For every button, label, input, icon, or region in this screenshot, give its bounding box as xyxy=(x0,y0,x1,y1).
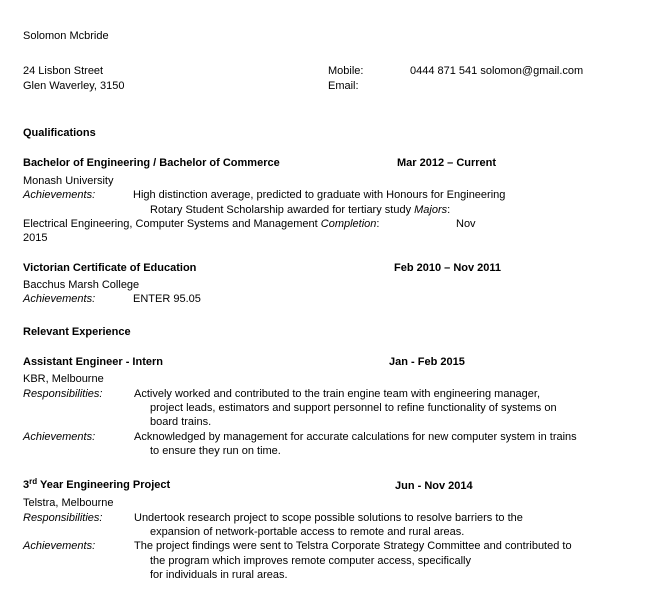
mobile-value: 0444 871 541 solomon@gmail.com xyxy=(410,65,584,77)
address-line-1: 24 Lisbon Street xyxy=(23,65,104,77)
qualification-dates: Feb 2010 – Nov 2011 xyxy=(394,262,502,274)
achievement-text: Rotary Student Scholarship awarded for tertiary study xyxy=(150,204,415,216)
job-organisation: KBR, Melbourne xyxy=(23,373,104,385)
majors-text: Electrical Engineering, Computer Systems and Management xyxy=(23,218,321,230)
qualification-dates: Mar 2012 – Current xyxy=(397,157,497,169)
address-line-2: Glen Waverley, 3150 xyxy=(23,80,125,92)
completion-month: Nov xyxy=(456,218,476,230)
achievements-label: Achievements: xyxy=(23,189,96,201)
majors-line xyxy=(23,217,379,232)
completion-year: 2015 xyxy=(23,232,48,244)
achievement-line: ENTER 95.05 xyxy=(133,293,201,305)
achievements-label: Achievements: xyxy=(23,540,96,552)
qualification-institution: Bacchus Marsh College xyxy=(23,279,140,291)
majors-colon: : xyxy=(447,204,451,216)
job-title xyxy=(23,478,170,493)
job-title-number: 3 xyxy=(23,479,30,491)
job-title-ordinal: rd xyxy=(29,477,38,486)
qualifications-heading: Qualifications xyxy=(23,127,96,139)
completion-colon: : xyxy=(376,218,380,230)
achievement-line xyxy=(150,203,450,218)
job-organisation: Telstra, Melbourne xyxy=(23,497,114,509)
qualification-title: Victorian Certificate of Education xyxy=(23,262,197,274)
achievement-line: for individuals in rural areas. xyxy=(150,569,288,581)
responsibility-line: expansion of network-portable access to remote and rural areas. xyxy=(150,526,465,538)
email-label: Email: xyxy=(328,80,359,92)
responsibilities-label: Responsibilities: xyxy=(23,512,103,524)
qualification-institution: Monash University xyxy=(23,175,114,187)
majors-label: Majors xyxy=(414,204,448,216)
job-dates: Jan - Feb 2015 xyxy=(389,356,465,368)
responsibilities-label: Responsibilities: xyxy=(23,388,103,400)
applicant-name: Solomon Mcbride xyxy=(23,30,109,42)
job-dates: Jun - Nov 2014 xyxy=(395,480,473,492)
completion-label: Completion xyxy=(320,218,377,230)
responsibility-line: board trains. xyxy=(150,416,212,428)
achievement-line: The project findings were sent to Telstra Corporate Strategy Committee and contributed to xyxy=(134,540,572,552)
achievement-line: High distinction average, predicted to graduate with Honours for Engineering xyxy=(133,189,506,201)
experience-heading: Relevant Experience xyxy=(23,326,131,338)
achievement-line: the program which improves remote computer access, specifically xyxy=(150,555,471,567)
qualification-title: Bachelor of Engineering / Bachelor of Commerce xyxy=(23,157,280,169)
achievement-line: to ensure they run on time. xyxy=(150,445,281,457)
job-title: Assistant Engineer - Intern xyxy=(23,356,163,368)
achievements-label: Achievements: xyxy=(23,293,96,305)
responsibility-line: project leads, estimators and support personnel to refine functionality of systems on xyxy=(150,402,557,414)
achievements-label: Achievements: xyxy=(23,431,96,443)
mobile-label: Mobile: xyxy=(328,65,364,77)
job-title-text: Year Engineering Project xyxy=(37,479,171,491)
responsibility-line: Undertook research project to scope possible solutions to resolve barriers to the xyxy=(134,512,523,524)
responsibility-line: Actively worked and contributed to the train engine team with engineering manager, xyxy=(134,388,541,400)
achievement-line: Acknowledged by management for accurate calculations for new computer system in trains xyxy=(134,431,577,443)
